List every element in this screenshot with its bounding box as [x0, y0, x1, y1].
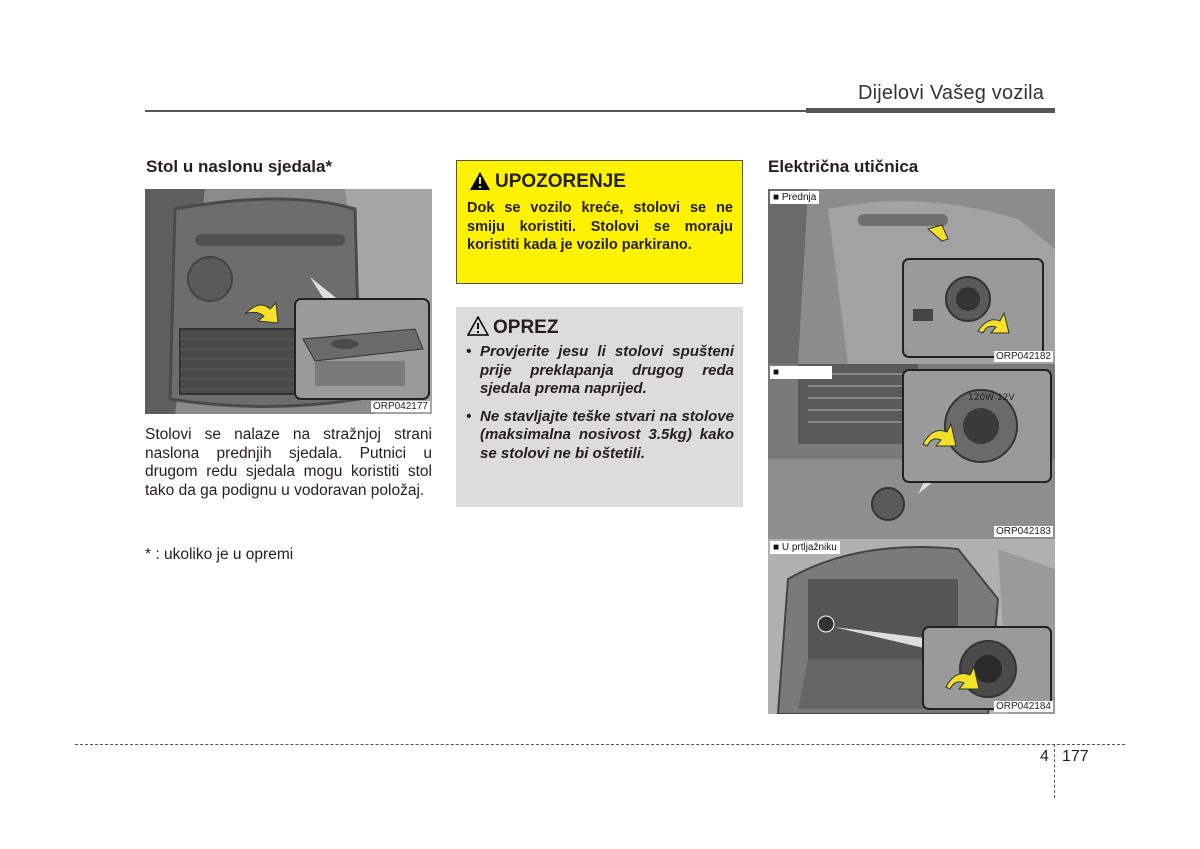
section-title: Dijelovi Vašeg vozila — [858, 82, 1045, 104]
image-label: ■ U prtljažniku — [770, 541, 840, 554]
image-code: ORP042184 — [995, 701, 1051, 712]
page-number: 177 — [1062, 748, 1089, 765]
image-code: ORP042177 — [372, 401, 428, 412]
caution-item — [466, 408, 734, 464]
warning-text: Dok se vozilo kreće, stolovi se ne smiju koristiti. Stolovi se moraju koristiti kada je vozilo parkirano. — [467, 200, 733, 254]
warning-icon — [469, 171, 491, 196]
caution-item — [466, 343, 734, 399]
console-socket-photo — [768, 364, 1055, 539]
socket-rating-label: 120W 12V — [968, 393, 1015, 403]
bullet: • — [466, 343, 472, 360]
footer-divider — [1054, 744, 1055, 798]
header-rule-accent — [806, 108, 1055, 113]
caution-item-text: Provjerite jesu li stolovi spušteni prije preklapanja drugog reda sjedala prema naprijed. — [480, 343, 734, 398]
seatback-table-photo — [145, 189, 432, 414]
chapter-number: 4 — [1040, 748, 1049, 765]
image-label: ■ Prednja — [770, 191, 819, 204]
socket-rating-text — [968, 393, 1015, 403]
caution-item-text: Ne stavljajte teške stvari na stolove (maksimalna nosivost 3.5kg) kako se stolovi ne bi oštetili. — [480, 407, 734, 462]
console-socket-illustration — [768, 364, 1055, 539]
front-socket-photo — [768, 189, 1055, 364]
image-label: ■ — [770, 366, 832, 379]
caution-box — [456, 307, 743, 507]
socket-heading: Električna utičnica — [768, 157, 919, 176]
trunk-socket-illustration — [768, 539, 1055, 714]
seatback-table-illustration — [145, 189, 432, 414]
footer-rule — [75, 744, 1125, 745]
warning-box — [456, 160, 743, 284]
trunk-socket-photo — [768, 539, 1055, 714]
caution-title: OPREZ — [493, 317, 559, 338]
caution-icon — [467, 316, 489, 341]
caution-list — [466, 343, 734, 464]
warning-title: UPOZORENJE — [495, 171, 626, 192]
image-code: ORP042182 — [995, 351, 1051, 362]
table-heading: Stol u naslonu sjedala* — [146, 157, 333, 176]
footnote: * : ukoliko je u opremi — [145, 546, 294, 563]
front-socket-illustration — [768, 189, 1055, 364]
image-code: ORP042183 — [995, 526, 1051, 537]
table-description: Stolovi se nalaze na stražnjoj strani naslona prednjih sjedala. Putnici u drugom redu sjedala mogu koristiti stol tako da ga podignu u vodoravan položaj. — [145, 426, 432, 499]
bullet: • — [466, 407, 472, 425]
